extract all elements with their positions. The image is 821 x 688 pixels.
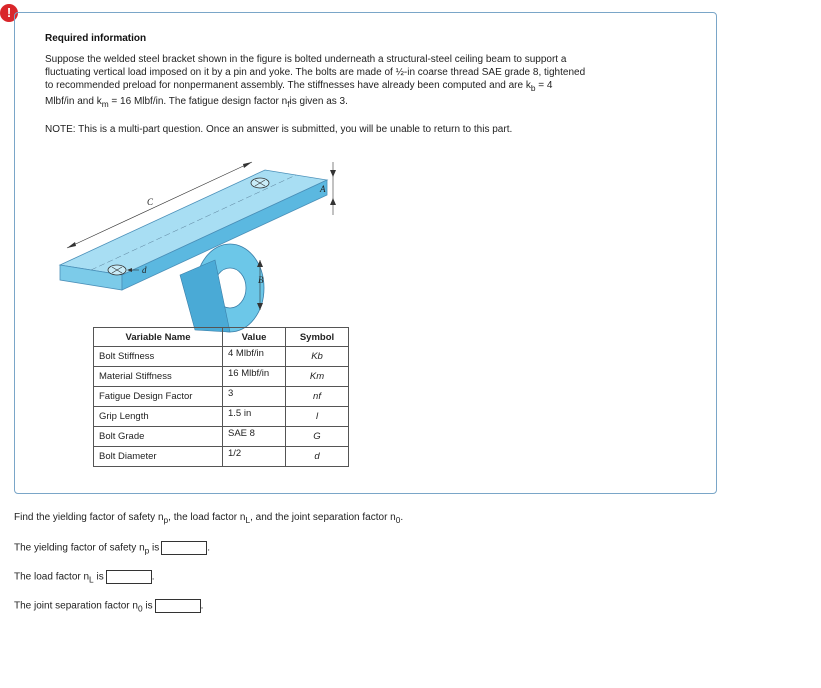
description-line: fluctuating vertical load imposed on it by a pin and yoke. The bolts are made of ½-in coarse thread SAE grade 8, tightened [45, 67, 586, 78]
variable-value: SAE 8 [223, 427, 286, 447]
table-row [94, 427, 349, 447]
variable-value: 4 Mlbf/in [223, 347, 286, 367]
dimension-label-d: d [142, 265, 147, 275]
dimension-label-a: A [320, 184, 326, 194]
variable-name: Grip Length [94, 407, 223, 427]
column-header: Variable Name [94, 328, 223, 347]
variable-name: Bolt Diameter [94, 447, 223, 467]
multi-part-note: NOTE: This is a multi-part question. Once an answer is submitted, you will be unable to return to this part. [45, 124, 513, 135]
info-title: Required information [45, 33, 147, 44]
bracket-figure [55, 150, 355, 335]
table-row [94, 447, 349, 467]
dimension-label-c: C [147, 197, 154, 207]
load-factor-input[interactable] [106, 570, 152, 584]
column-header: Value [223, 328, 286, 347]
answer-row-load: The load factor $n_L$ is . [14, 571, 155, 585]
variable-value: 3 [223, 387, 286, 407]
dimension-label-b: B [258, 275, 264, 285]
variable-symbol: d [286, 447, 349, 467]
variables-table [93, 327, 349, 467]
alert-icon: ! [0, 4, 18, 22]
answer-row-yielding: The yielding factor of safety $n_p$ is . [14, 542, 211, 556]
variable-symbol: nf [286, 387, 349, 407]
variable-value: 1.5 in [223, 407, 286, 427]
description-line: to recommended preload for nonpermanent assembly. The stiffnesses have already been computed and are $k_b = 4$ [45, 80, 553, 93]
variable-symbol: l [286, 407, 349, 427]
column-header: Symbol [286, 328, 349, 347]
variable-symbol: G [286, 427, 349, 447]
table-row [94, 407, 349, 427]
description-line: Suppose the welded steel bracket shown in the figure is bolted underneath a structural-steel ceiling beam to support a [45, 54, 567, 65]
joint-separation-input[interactable] [155, 599, 201, 613]
variable-name: Bolt Grade [94, 427, 223, 447]
variable-name: Bolt Stiffness [94, 347, 223, 367]
variable-symbol: Km [286, 367, 349, 387]
variable-value: 16 Mlbf/in [223, 367, 286, 387]
question-prompt: Find the yielding factor of safety $n_p$, the load factor $n_L$, and the joint separation factor $n_0$. [14, 512, 404, 525]
problem-description [45, 53, 700, 111]
description-line: Mlbf/in and $k_m = 16$ Mlbf/in. The fatigue design factor $n_fis$ given as 3. [45, 96, 348, 109]
variable-name: Material Stiffness [94, 367, 223, 387]
answer-row-separation: The joint separation factor $n_0$ is . [14, 600, 204, 614]
table-header-row [94, 328, 349, 347]
variable-name: Fatigue Design Factor [94, 387, 223, 407]
table-row [94, 347, 349, 367]
yielding-factor-input[interactable] [161, 541, 207, 555]
table-row [94, 367, 349, 387]
variable-symbol: Kb [286, 347, 349, 367]
variable-value: 1/2 [223, 447, 286, 467]
table-row [94, 387, 349, 407]
